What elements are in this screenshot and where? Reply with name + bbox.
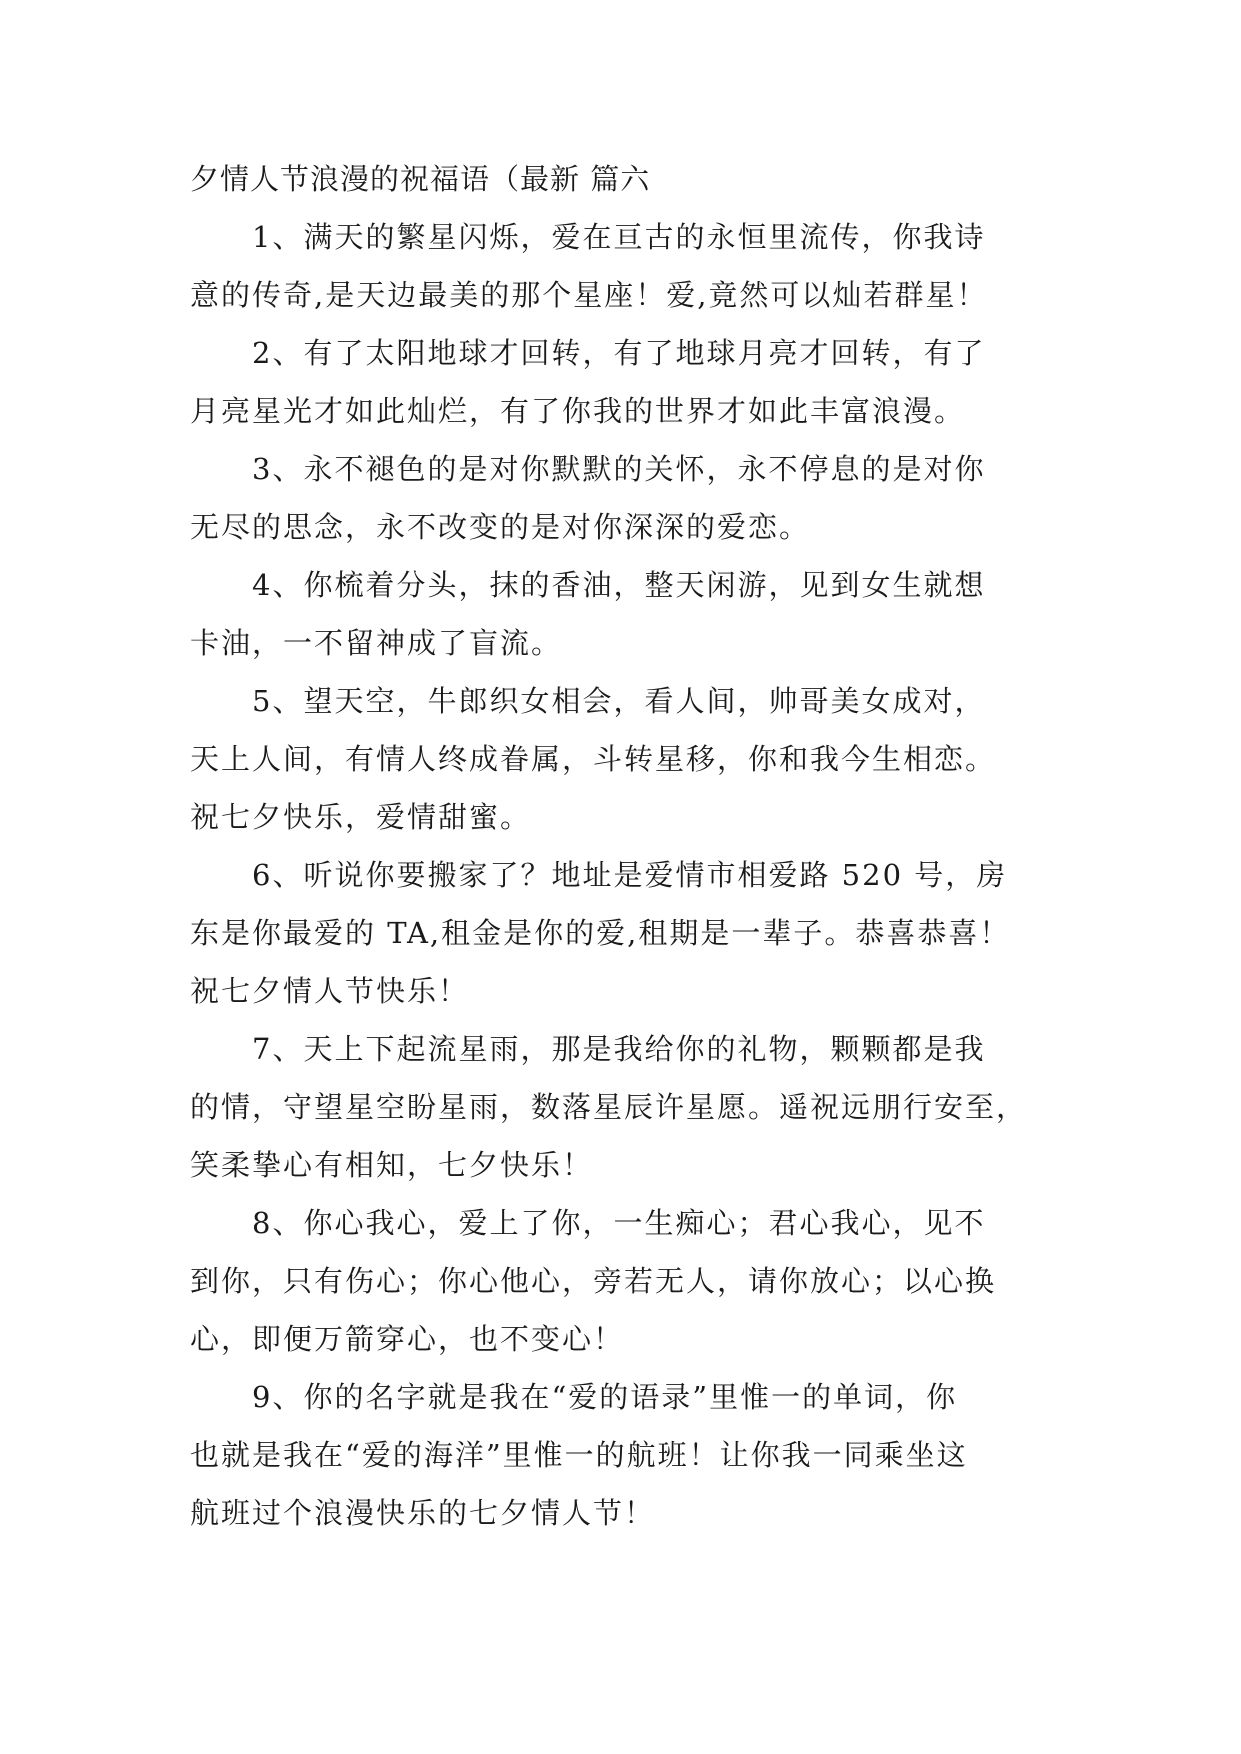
paragraph-line: 2、有了太阳地球才回转，有了地球月亮才回转，有了	[252, 336, 986, 370]
paragraph-line: 到你，只有伤心；你心他心，旁若无人，请你放心；以心换	[190, 1264, 997, 1298]
paragraph-line: 意的传奇,是天边最美的那个星座！爱,竟然可以灿若群星！	[190, 278, 988, 312]
paragraph-line: 天上人间，有情人终成眷属，斗转星移，你和我今生相恋。	[190, 742, 997, 776]
paragraph-line: 笑柔挚心有相知，七夕快乐！	[190, 1148, 594, 1182]
document-heading: 夕情人节浪漫的祝福语（最新 篇六	[190, 162, 651, 196]
blessing-paragraph	[190, 208, 1060, 324]
blessing-paragraph	[190, 1368, 1060, 1542]
paragraph-line: 的情，守望星空盼星雨，数落星辰许星愿。遥祝远朋行安至，	[190, 1090, 1028, 1124]
paragraph-line: 1、满天的繁星闪烁，爱在亘古的永恒里流传，你我诗	[252, 220, 986, 254]
paragraph-line: 也就是我在“爱的海洋”里惟一的航班！让你我一同乘坐这	[190, 1438, 968, 1472]
paragraph-line: 月亮星光才如此灿烂，有了你我的世界才如此丰富浪漫。	[190, 394, 966, 428]
blessing-paragraph	[190, 672, 1060, 846]
blessing-paragraph	[190, 324, 1060, 440]
paragraph-line: 7、天上下起流星雨，那是我给你的礼物，颗颗都是我	[252, 1032, 986, 1066]
paragraph-line: 8、你心我心，爱上了你，一生痴心；君心我心，见不	[252, 1206, 986, 1240]
document-page	[190, 150, 1060, 1542]
paragraph-line: 6、听说你要搬家了？地址是爱情市相爱路 520 号，房	[252, 858, 1008, 892]
blessing-paragraph	[190, 1020, 1060, 1194]
paragraph-line: 祝七夕情人节快乐！	[190, 974, 470, 1008]
paragraph-list	[190, 208, 1060, 1542]
paragraph-line: 5、望天空，牛郎织女相会，看人间，帅哥美女成对，	[252, 684, 986, 718]
paragraph-line: 无尽的思念，永不改变的是对你深深的爱恋。	[190, 510, 811, 544]
paragraph-line: 祝七夕快乐，爱情甜蜜。	[190, 800, 532, 834]
paragraph-line: 东是你最爱的 TA,租金是你的爱,租期是一辈子。恭喜恭喜！	[190, 916, 1011, 950]
paragraph-line: 心，即便万箭穿心，也不变心！	[190, 1322, 625, 1356]
paragraph-line: 卡油，一不留神成了盲流。	[190, 626, 563, 660]
blessing-paragraph	[190, 556, 1060, 672]
paragraph-line: 3、永不褪色的是对你默默的关怀，永不停息的是对你	[252, 452, 986, 486]
paragraph-line: 9、你的名字就是我在“爱的语录”里惟一的单词，你	[252, 1380, 958, 1414]
paragraph-line: 4、你梳着分头，抹的香油，整天闲游，见到女生就想	[252, 568, 986, 602]
paragraph-line: 航班过个浪漫快乐的七夕情人节！	[190, 1496, 656, 1530]
blessing-paragraph	[190, 846, 1060, 1020]
blessing-paragraph	[190, 440, 1060, 556]
blessing-paragraph	[190, 1194, 1060, 1368]
